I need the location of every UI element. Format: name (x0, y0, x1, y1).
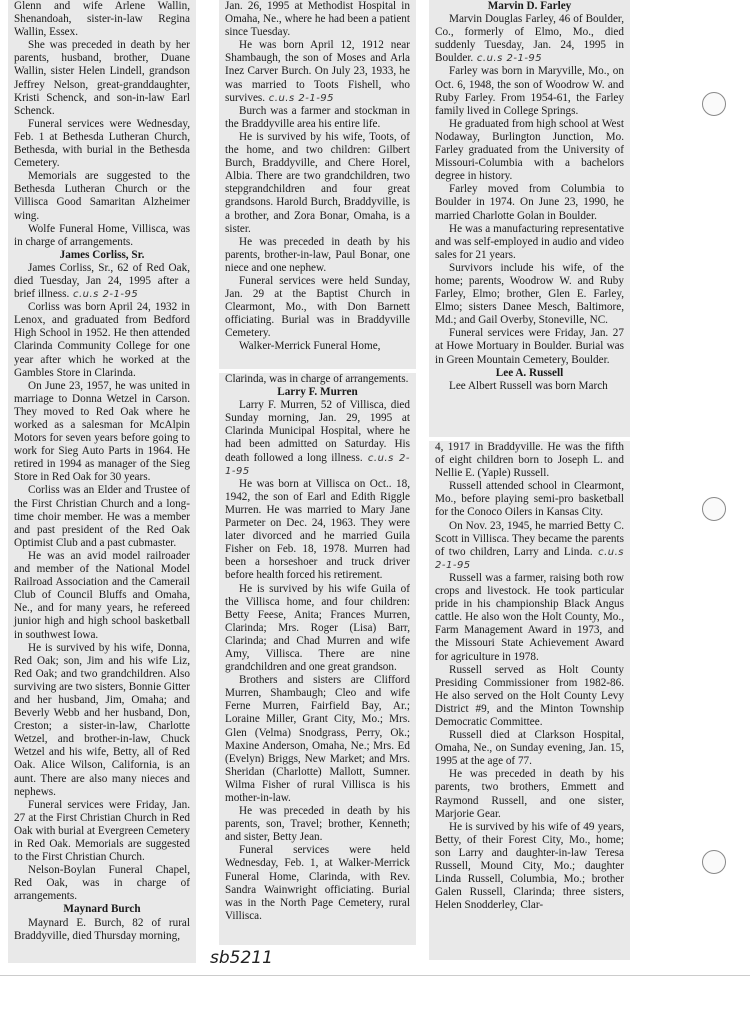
obituary-paragraph: Nelson-Boylan Funeral Chapel, Red Oak, was in charge of arrangements. (14, 864, 190, 903)
obituary-paragraph: Glenn and wife Arlene Wallin, Shenandoah, sister-in-law Regina Wallin, Essex. (14, 0, 190, 39)
obituary-paragraph: Survivors include his wife, of the home; parents, Woodrow W. and Ruby Farley, Elmo; brother, Glen E. Farley, Elmo; sisters Danee Mesch, Baltimore, Md.; and Gail Overby, Stoneville, NC. (435, 261, 624, 327)
obituary-paragraph: Funeral services were held Sunday, Jan. 29 at the Baptist Church in Clearmont, Mo., with Don Barnett officiating. Burial was in Braddyville Cemetery. (225, 274, 410, 340)
obituary-heading: James Corliss, Sr. (59, 248, 145, 261)
obituary-paragraph: He was an avid model railroader and member of the National Model Railroad Association and the Camerail Club of Council Bluffs and Omaha, Ne., and for many years, he refereed junior high and high school basketball in southwest Iowa. (14, 549, 190, 641)
binder-hole-bottom (702, 850, 726, 874)
obituary-paragraph: James Corliss, Sr., 62 of Red Oak, died Tuesday, Jan 24, 1995 after a brief illness. c.u.s 2-1-95 (14, 261, 190, 301)
obituary-paragraph: Russell died at Clarkson Hospital, Omaha, Ne., on Sunday evening, Jan. 15, 1995 at the age of 77. (435, 729, 624, 768)
obituary-paragraph: Funeral services were Wednesday, Feb. 1 at Bethesda Lutheran Church, Bethesda, with burial in the Bethesda Cemetery. (14, 117, 190, 170)
handwritten-date-note: c.u.s 2-1-95 (265, 92, 335, 104)
obituary-paragraph: Farley was born in Maryville, Mo., on Oct. 6, 1948, the son of Woodrow W. and Ruby Farley. From 1954-61, the Farley family lived in College Springs. (435, 65, 624, 117)
obituary-paragraph: Russell attended school in Clearmont, Mo., before playing semi-pro basketball for the Conoco Oilers in Kansas City. (435, 480, 624, 519)
obituary-paragraph: Clarinda, was in charge of arrangements. (225, 373, 409, 385)
obituary-paragraph: He was born April 12, 1912 near Shambaugh, the son of Moses and Arla Inez Carver Burch. On July 23, 1933, he was married to Toots Fishell, who survives. c.u.s 2-1-95 (225, 39, 410, 104)
clipping-column-1 (8, 0, 196, 963)
clipping-column-2-bottom (219, 373, 416, 945)
obituary-paragraph: He graduated from high school at West Nodaway, Burlington Junction, Mo. Farley graduated from the University of Missouri-Columbia with a bachelors degree in history. (435, 117, 624, 183)
clipping-column-3-bottom (429, 441, 630, 960)
obituary-paragraph: He was preceded in death by his parents, son, Travel; brother, Kenneth; and sister, Betty Jean. (225, 805, 410, 844)
obituary-heading: Marvin D. Farley (487, 0, 572, 12)
obituary-paragraph: Corliss was an Elder and Trustee of the First Christian Church and a long-time choir member. He was a member and past president of the Red Oak Optimist Club and a past cubmaster. (14, 484, 190, 549)
obituary-paragraph: Corliss was born April 24, 1932 in Lenox, and graduated from Bedford High School in 1952. He then attended Clarinda Community College for one year after which he worked at the Gambles Store in Clarinda. (14, 301, 190, 379)
handwritten-date-note: c.u.s 2-1-95 (69, 289, 139, 301)
clipping-column-3-top (429, 0, 630, 437)
obituary-paragraph: Funeral services were held Wednesday, Feb. 1, at Walker-Merrick Funeral Home, Clarinda, with Rev. Sandra Wainwright officiating. Burial was in the North Page Cemetery, rural Villisca. (225, 844, 410, 922)
handwritten-date-note: c.u.s 2-1-95 (225, 452, 410, 477)
obituary-paragraph: He is survived by his wife, Toots, of the home, and two children: Gilbert Burch, Braddyville, and Chere Horel, Albia. There are two grandchildren, two stepgrandchildren and four great grandsons. Harold Burch, Braddyville, is a brother, and Zora Bonar, Omaha, is a sister. (225, 130, 410, 235)
obituary-heading: Maynard Burch (63, 903, 141, 916)
obituary-paragraph: Larry F. Murren, 52 of Villisca, died Sunday morning, Jan. 29, 1995 at Clarinda Municipal Hospital, where he had been admitted on Saturday. His death followed a long illness. c.u.s 2-1-95 (225, 399, 410, 477)
obituary-paragraph: Memorials are suggested to the Bethesda Lutheran Church or the Villisca Good Samaritan Alzheimer wing. (14, 170, 190, 222)
binder-hole-top (702, 92, 726, 116)
obituary-paragraph: Marvin Douglas Farley, 46 of Boulder, Co., formerly of Elmo, Mo., died suddenly Tuesday, Jan. 24, 1995 in Boulder. c.u.s 2-1-95 (435, 13, 624, 65)
obituary-paragraph: He was born at Villisca on Oct.. 18, 1942, the son of Earl and Edith Riggle Murren. He was married to Mary Jane Parmeter on Dec. 24, 1963. They were later divorced and he married Guila Fisher on Feb. 18, 1978. Murren had been a horseshoer and truck driver before health forced his retirement. (225, 477, 410, 582)
obituary-paragraph: Funeral services were Friday, Jan. 27 at the First Christian Church in Red Oak with burial at Evergreen Cemetery in Red Oak. Memorials are suggested to the First Christian Church. (14, 798, 190, 864)
obituary-heading: Lee A. Russell (495, 366, 564, 379)
obituary-paragraph: Wolfe Funeral Home, Villisca, was in charge of arrangements. (14, 222, 190, 248)
obituary-paragraph: He is survived by his wife Guila of the Villisca home, and four children: Betty Feese, Anita; Frances Murren, Clarinda; Mrs. Roger (Lisa) Barr, Clarinda; and Chad Murren and wife Amy, Villisca. There are nine grandchildren and one great grandson. (225, 582, 410, 674)
obituary-paragraph: On Nov. 23, 1945, he married Betty C. Scott in Villisca. They became the parents of two children, Larry and Linda. c.u.s 2-1-95 (435, 519, 624, 571)
obituary-paragraph: He is survived by his wife, Donna, Red Oak; son, Jim and his wife Liz, Red Oak; and two grandchildren. Also surviving are two sisters, Bonnie Gitter and her husband, Jim, Omaha; and Beverly Webb and her husband, Don, Creston; a sister-in-law, Charlotte Wetzel, and brother-in-law, Chuck Wetzel and his wife, Betty, all of Red Oak. Alice Wilson, California, is an aunt. There are also many nieces and nephews. (14, 641, 190, 798)
obituary-paragraph: Walker-Merrick Funeral Home, (239, 340, 381, 353)
handwritten-date-note: c.u.s 2-1-95 (435, 546, 624, 571)
obituary-paragraph: Brothers and sisters are Clifford Murren, Shambaugh; Cleo and wife Ferne Murren, Fairfield Bay, Ar.; Loraine Miller, Grant City, Mo.; Mrs. Glen (Velma) Snodgrass, Perry, Ok.; Maxine Anderson, Omaha, Ne.; Mrs. Ed (Evelyn) Briggs, New Market; and Mrs. Sheridan (Charlotte) Mallott, Sumner. Wilma Fisher of rural Villisca is his mother-in-law. (225, 674, 410, 804)
obituary-paragraph: She was preceded in death by her parents, husband, brother, Duane Wallin, sister Helen Lindell, grandson Jeffrey Nelson, great-granddaughter, Kristi Schenck, and son-in-law Earl Schenck. (14, 39, 190, 117)
handwritten-reference-mark: sb5211 (210, 948, 273, 968)
clipping-column-2-top (219, 0, 416, 369)
obituary-paragraph: Russell served as Holt County Presiding Commissioner from 1982-86. He also served on the Holt County Levy District #9, and the Minton Township Democratic Committee. (435, 663, 624, 728)
obituary-paragraph: He was a manufacturing representative and was self-employed in audio and video sales for 21 years. (435, 222, 624, 261)
obituary-heading: Larry F. Murren (277, 386, 358, 399)
obituary-paragraph: Funeral services were Friday, Jan. 27 at Howe Mortuary in Boulder. Burial was in Green Mountain Cemetery, Boulder. (435, 327, 624, 366)
obituary-paragraph: Jan. 26, 1995 at Methodist Hospital in Omaha, Ne., where he had been a patient since Tuesday. (225, 0, 410, 39)
handwritten-date-note: c.u.s 2-1-95 (473, 53, 543, 65)
obituary-paragraph: He was preceded in death by his parents, brother-in-law, Paul Bonar, one niece and one nephew. (225, 235, 410, 274)
obituary-paragraph: 4, 1917 in Braddyville. He was the fifth of eight children born to Joseph L. and Nellie E. (Yaple) Russell. (435, 441, 624, 480)
obituary-paragraph: He is survived by his wife of 49 years, Betty, of their Forest City, Mo., home; son Larry and daughter-in-law Teresa Russell, Mound City, Mo.; daughter Linda Russell, Columbia, Mo.; brother Galen Russell, Clarinda; three sisters, Helen Snodderley, Clar- (435, 820, 624, 912)
obituary-paragraph: Farley moved from Columbia to Boulder in 1974. On June 23, 1990, he married Charlotte Golan in Boulder. (435, 183, 624, 222)
obituary-paragraph: He was preceded in death by his parents, two brothers, Emmett and Raymond Russell, and one sister, Marjorie Gear. (435, 768, 624, 820)
obituary-paragraph: Russell was a farmer, raising both row crops and livestock. He took particular pride in his championship Black Angus cattle. He also won the Holt County, Mo., Farm Management Award in 1973, and the Missouri State Achievement Award for agriculture in 1978. (435, 571, 624, 663)
obituary-paragraph: Lee Albert Russell was born March (449, 379, 608, 392)
obituary-paragraph: Maynard E. Burch, 82 of rural Braddyville, died Thursday morning, (14, 916, 190, 942)
page-edge-line (0, 975, 750, 976)
obituary-paragraph: Burch was a farmer and stockman in the Braddyville area his entire life. (225, 104, 410, 130)
obituary-paragraph: On June 23, 1957, he was united in marriage to Donna Wetzel in Carson. They moved to Red Oak where he worked as a salesman for McAlpin Motors for seven years before going to work for Sieg Auto Parts in 1964. He retired in 1994 as manager of the Sieg Store in Red Oak for 30 years. (14, 379, 190, 484)
binder-hole-middle (702, 497, 726, 521)
